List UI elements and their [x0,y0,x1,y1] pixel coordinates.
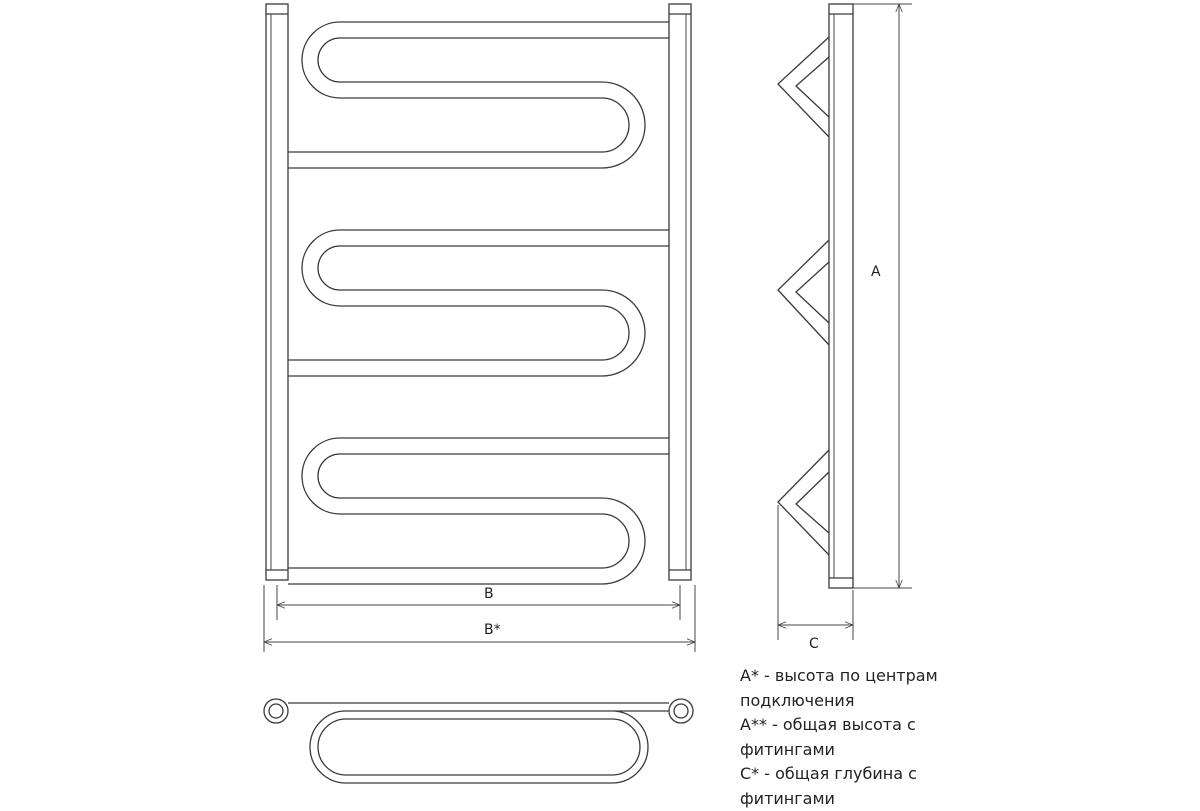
legend-line: A* - высота по центрам [740,664,1190,689]
serpentine-coil-bottom [288,438,669,584]
front-view [264,4,695,652]
left-collector [266,4,288,580]
dimension-a-label: A [871,264,881,280]
legend-line: C* - общая глубина с [740,762,1190,787]
legend-line: фитингами [740,787,1190,811]
serpentine-coil-middle [288,230,669,376]
legend-line: подключения [740,689,1190,714]
side-collector [829,4,853,588]
dimension-b-label: B [484,586,494,602]
dimension-b-star [264,585,695,652]
side-bracket-bottom [778,450,829,555]
top-view [264,699,693,783]
side-view [778,4,912,652]
top-collector-left [264,699,288,723]
dimension-c-label: C [809,636,819,652]
right-collector [669,4,691,580]
side-bracket-middle [778,240,829,345]
dimension-c [778,505,853,640]
legend-notes [740,664,1190,811]
top-coil [288,703,669,783]
dimension-b-star-label: B* [484,622,501,638]
legend-line: фитингами [740,738,1190,763]
serpentine-coil-top [288,22,669,168]
side-bracket-top [778,37,829,137]
dimension-a [853,4,912,588]
legend-line: A** - общая высота с [740,713,1190,738]
dimension-b [277,585,680,620]
top-collector-right [669,699,693,723]
